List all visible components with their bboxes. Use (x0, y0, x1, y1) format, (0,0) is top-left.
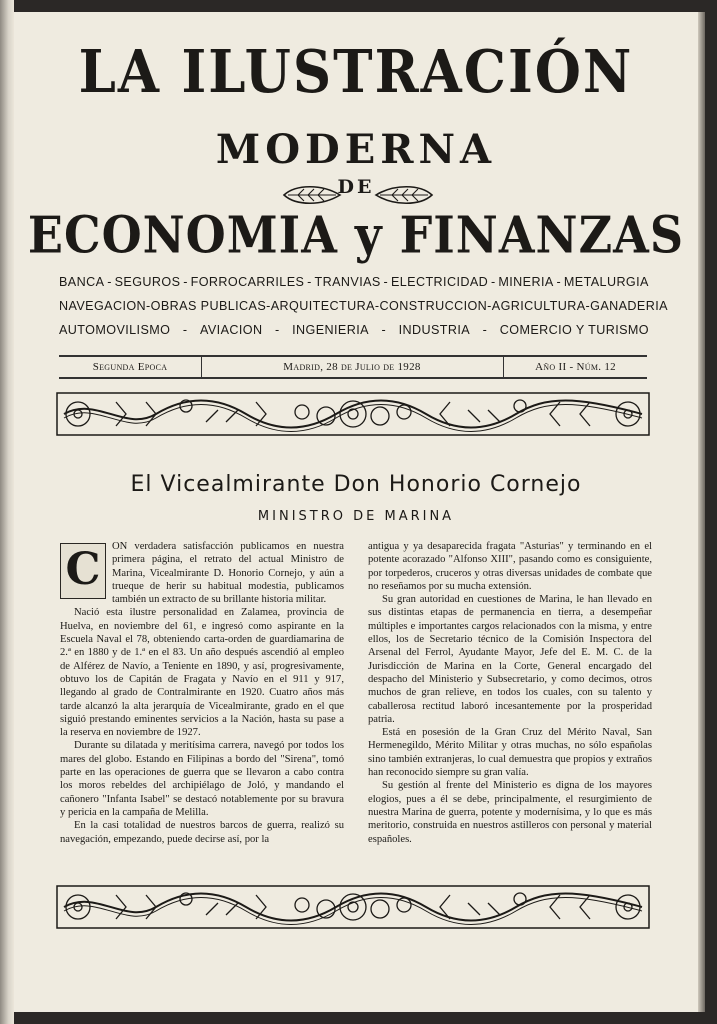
subject-separator: - (482, 323, 488, 337)
subject-item: GANADERIA (590, 299, 668, 313)
masthead-de: DE (337, 176, 375, 198)
masthead-title: LA ILUSTRACIÓN (78, 37, 634, 107)
epoch-label: Segunda Epoca (92, 361, 168, 373)
subject-item: AVIACION (200, 323, 263, 337)
subject-item: ELECTRICIDAD (390, 275, 489, 289)
subject-separator: - (383, 275, 389, 289)
masthead-moderna: MODERNA (215, 126, 497, 173)
paragraph: Durante su dilatada y meritísima carrera, navegó por todos los mares del globo. Estando en Filipinas a bordo del "Sirena", tomó parte en las operaciones de guerra que se llevaron a cabo contra los moros rebeldes del archipiélago de Joló, y mandando el cañonero "Infanta Isabel" se destacó notablemente por su bravura y pericia en la campaña de Melilla. (60, 740, 344, 818)
subject-item: ARQUITECTURA (270, 299, 375, 313)
paragraph: Su gran autoridad en cuestiones de Marina, le han llevado en sus distintas etapas de permanencia en tierra, a desempeñar múltiples e importantes cargos relacionados con la misma, y entre ellos, los de Secretario técnico de la Comisión Inspectora del Arsenal del Ferrol, Ayudante Mayor, Jefe del E. M. C. de la Jurisdicción de Marina en la Corte, General encargado del despacho del Ministerio y Subsecretario, y como decimos, otros muchos de gran relieve, en todos los cuales, con su talento y caballerosa rectitud laboró incesantemente por la prosperidad patria. (368, 594, 652, 725)
paragraph: Nació esta ilustre personalidad en Zalamea, provincia de Huelva, en noviembre del 61, e ingresó como aspirante en la Escuela Naval el 78, obteniendo carta-orden de guardiamarina de 2.ª en 1880 y de 1.ª en el 83. Un año después ascendió al empleo de Alférez de Navío, a Teniente en 1890, y así, progresivamente, obtuvo los de Capitán de Fragata y Navío en el 911 y 917, llegando al grado de Contralmirante en 1920. Cuatro años más tarde alcanzó la alta jerarquía de Vicealmirante, grado en el que siguió prestando eminentes servicios a la Nación, hasta su pase a la reserva en noviembre de 1927. (60, 607, 344, 739)
subject-separator: - (374, 299, 380, 313)
subject-item: MINERIA (498, 275, 554, 289)
subjects-row-2 (59, 299, 668, 313)
article-subtitle: MINISTRO DE MARINA (257, 509, 455, 524)
subject-separator: - (146, 299, 151, 313)
subject-separator: - (381, 323, 387, 337)
subject-separator: - (585, 299, 591, 313)
subject-item: FORROCARRILES (190, 275, 305, 289)
issue-info-bar (59, 355, 647, 379)
subject-item: COMERCIO Y TURISMO (499, 323, 649, 337)
subject-item: CONSTRUCCION (379, 299, 488, 313)
subject-item: NAVEGACION (59, 299, 147, 313)
paragraph: antigua y ya desaparecida fragata "Asturias" y terminando en el potente acorazado "Alfonso XIII", pasando como es consiguiente, por torpederos, cruceros y otras diversas unidades de combate que no reseñamos por su mucha extensión. (368, 541, 652, 592)
article-column-2 (368, 540, 652, 846)
subject-separator: - (183, 275, 188, 289)
paragraph: Su gestión al frente del Ministerio es digna de los mayores elogios, pues a él se debe, principalmente, el resurgimiento de nuestra Marina de guerra, potente y modernísima, y lo que es más meritorio, construida en nuestros astilleros con personal y material españoles. (368, 780, 652, 845)
subject-item: OBRAS PUBLICAS (150, 299, 267, 313)
subject-separator: - (182, 323, 188, 337)
subject-item: TRANVIAS (314, 275, 381, 289)
subject-separator: - (487, 299, 492, 313)
paragraph: En la casi totalidad de nuestros barcos de guerra, realizó su navegación, empezando, puede decirse así, por la (60, 820, 344, 845)
subjects-row-3 (59, 323, 649, 337)
page-edge (698, 12, 705, 1012)
paragraph: Está en posesión de la Gran Cruz del Mérito Naval, San Hermenegildo, Mérito Militar y otras muchas, no sólo españolas sino también extranjeras, lo cual demuestra que propios y extraños han reconocido siempre su gran valía. (368, 727, 652, 779)
subject-separator: - (266, 299, 271, 313)
subject-separator: - (556, 275, 562, 289)
article-column-1 (60, 540, 344, 846)
floral-border-top-icon (56, 392, 650, 436)
subject-separator: - (307, 275, 312, 289)
issue-number: Año II - Núm. 12 (535, 361, 616, 373)
subject-item: BANCA (59, 275, 105, 289)
subject-item: SEGUROS (114, 275, 181, 289)
masthead-economia-finanzas: ECONOMIA y FINANZAS (27, 205, 685, 265)
dropcap-letter: C (65, 544, 101, 595)
subject-item: AUTOMOVILISMO (59, 323, 171, 337)
leaf-ornament-right-icon (374, 184, 434, 206)
subject-item: INGENIERIA (292, 323, 369, 337)
subjects-row-1 (59, 275, 649, 289)
subject-item: AGRICULTURA (491, 299, 586, 313)
subject-item: METALURGIA (563, 275, 649, 289)
subject-separator: - (275, 323, 280, 337)
subject-separator: - (107, 275, 112, 289)
subject-item: INDUSTRIA (398, 323, 471, 337)
floral-border-bottom-icon (56, 885, 650, 929)
place-date: Madrid, 28 de Julio de 1928 (283, 361, 421, 373)
book-binding (0, 0, 14, 1024)
subject-separator: - (490, 275, 496, 289)
paragraph: ON verdadera satisfacción publicamos en nuestra primera página, el retrato del actual Ministro de Marina, Vicealmirante D. Honorio Cornejo, y aún a trueque de herir su habitual modestia, publicamos también un extracto de su brillante historia militar. (112, 541, 344, 606)
article-title: El Vicealmirante Don Honorio Cornejo (130, 472, 582, 497)
magazine-page (14, 12, 698, 1012)
dropcap-ornament (60, 543, 106, 599)
